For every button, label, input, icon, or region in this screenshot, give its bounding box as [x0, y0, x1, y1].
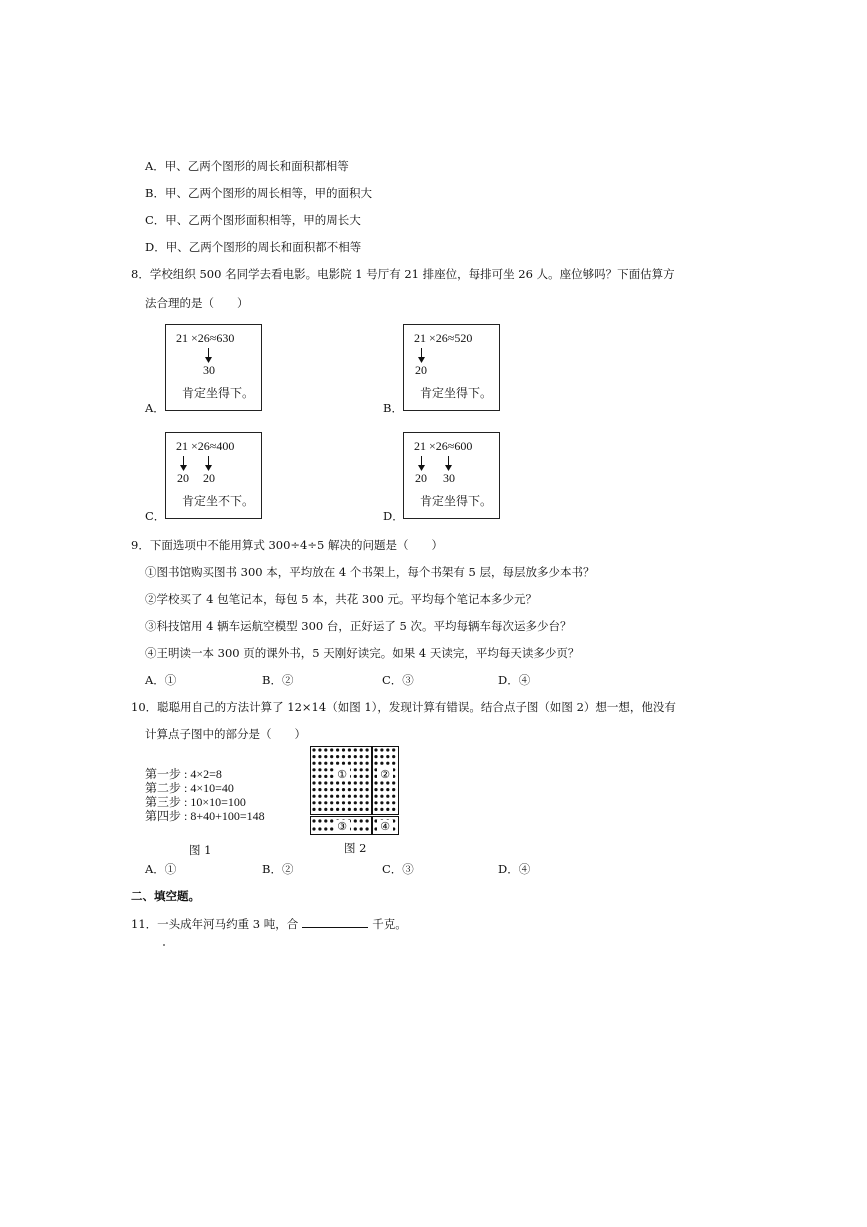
grid-dot	[342, 762, 345, 765]
grid-dot	[392, 788, 395, 791]
q10-option-b: B．②	[262, 862, 294, 876]
grid-dot	[360, 819, 363, 822]
grid-dot	[348, 762, 351, 765]
grid-dot	[366, 788, 369, 791]
q9-item-3: ③科技馆用 4 辆车运航空模型 300 台，正好运了 5 次。平均每辆车每次运多少台？	[145, 619, 572, 633]
grid-dot	[312, 775, 315, 778]
conclusion-text: 肯定坐得下。	[182, 386, 255, 400]
grid-dot	[330, 808, 333, 811]
q11-text-before: 11．一头成年河马约重 3 吨，合	[131, 917, 299, 931]
grid-dot	[318, 781, 321, 784]
q11-text-after: 千克。	[372, 917, 407, 931]
grid-dot	[324, 795, 327, 798]
grid-dot	[324, 827, 327, 830]
grid-dot	[312, 827, 315, 830]
grid-dot	[374, 762, 377, 765]
grid-dot	[354, 788, 357, 791]
grid-dot	[348, 801, 351, 804]
q10-option-c: C．③	[382, 862, 414, 876]
q7-option-a: A．甲、乙两个图形的周长和面积都相等	[145, 159, 349, 173]
grid-dot	[324, 775, 327, 778]
q10-option-a: A．①	[145, 862, 177, 876]
grid-dot	[348, 748, 351, 751]
grid-dot	[366, 781, 369, 784]
grid-dot	[318, 768, 321, 771]
grid-dot	[318, 808, 321, 811]
grid-dot	[354, 795, 357, 798]
grid-dot	[366, 819, 369, 822]
grid-dot	[318, 755, 321, 758]
grid-dot	[354, 755, 357, 758]
grid-dot	[342, 808, 345, 811]
grid-dot	[360, 755, 363, 758]
grid-dot	[380, 795, 383, 798]
grid-dot	[342, 788, 345, 791]
grid-dot	[360, 808, 363, 811]
down-arrow-icon	[204, 348, 213, 363]
step-3: 第三步 : 10×10=100	[145, 795, 246, 809]
grid-dot	[366, 801, 369, 804]
grid-dot	[360, 795, 363, 798]
grid-dot	[380, 801, 383, 804]
grid-dot	[360, 827, 363, 830]
rounded-number: 20	[415, 363, 427, 377]
down-arrow-icon	[417, 456, 426, 471]
grid-dot	[360, 781, 363, 784]
estimate-equation: 21 ×26≈520	[414, 331, 473, 345]
grid-dot	[336, 795, 339, 798]
region-2-label: ②	[380, 768, 390, 781]
region-1-label: ①	[337, 768, 347, 781]
grid-dot	[312, 801, 315, 804]
grid-dot	[392, 762, 395, 765]
grid-dot	[336, 781, 339, 784]
grid-dot	[374, 801, 377, 804]
q9-stem: 9．下面选项中不能用算式 300÷4÷5 解决的问题是（ ）	[131, 538, 443, 552]
grid-dot	[348, 755, 351, 758]
grid-dot	[342, 781, 345, 784]
grid-dot	[342, 748, 345, 751]
grid-dot	[386, 788, 389, 791]
grid-dot	[374, 781, 377, 784]
grid-dot	[318, 795, 321, 798]
grid-dot	[366, 755, 369, 758]
grid-dot	[336, 762, 339, 765]
section-2-heading: 二、填空题。	[131, 889, 200, 903]
grid-dot	[386, 781, 389, 784]
answer-blank[interactable]	[302, 915, 368, 928]
estimate-equation: 21 ×26≈600	[414, 439, 473, 453]
grid-dot	[380, 762, 383, 765]
grid-dot	[318, 748, 321, 751]
grid-dot	[374, 755, 377, 758]
grid-dot	[330, 762, 333, 765]
grid-dot	[312, 755, 315, 758]
q9-option-d: D．④	[498, 673, 531, 687]
grid-dot	[330, 781, 333, 784]
step-2: 第二步 : 4×10=40	[145, 781, 234, 795]
grid-dot	[324, 762, 327, 765]
grid-dot	[330, 827, 333, 830]
grid-dot	[324, 801, 327, 804]
grid-dot	[318, 827, 321, 830]
grid-dot	[336, 755, 339, 758]
grid-dot	[380, 781, 383, 784]
grid-dot	[366, 775, 369, 778]
grid-dot	[312, 768, 315, 771]
grid-dot	[386, 795, 389, 798]
grid-dot	[354, 801, 357, 804]
q8-option-c-box	[165, 432, 262, 519]
grid-dot	[354, 748, 357, 751]
grid-dot	[330, 775, 333, 778]
grid-dot	[312, 748, 315, 751]
q7-option-d: D．甲、乙两个图形的周长和面积都不相等	[145, 240, 362, 254]
grid-dot	[318, 762, 321, 765]
grid-dot	[318, 819, 321, 822]
grid-dot	[324, 755, 327, 758]
grid-dot	[348, 788, 351, 791]
q9-option-b: B．②	[262, 673, 294, 687]
grid-dot	[348, 795, 351, 798]
q9-item-4: ④王明读一本 300 页的课外书，5 天刚好读完。如果 4 天读完，平均每天读多少页？	[145, 646, 580, 660]
grid-dot	[374, 795, 377, 798]
grid-dot	[392, 748, 395, 751]
conclusion-text: 肯定坐不下。	[182, 494, 255, 508]
down-arrow-icon	[179, 456, 188, 471]
grid-dot	[336, 808, 339, 811]
grid-dot	[354, 775, 357, 778]
q8-option-b-box	[403, 324, 500, 411]
estimate-equation: 21 ×26≈630	[176, 331, 235, 345]
down-arrow-icon	[417, 348, 426, 363]
grid-dot	[312, 762, 315, 765]
grid-dot	[324, 819, 327, 822]
grid-dot	[312, 781, 315, 784]
grid-dot	[330, 755, 333, 758]
grid-dot	[324, 808, 327, 811]
grid-dot	[366, 748, 369, 751]
stray-mark	[163, 944, 165, 946]
grid-dot	[324, 788, 327, 791]
grid-dot	[330, 748, 333, 751]
grid-dot	[312, 819, 315, 822]
grid-dot	[380, 748, 383, 751]
grid-dot	[330, 801, 333, 804]
q9-item-2: ②学校买了 4 包笔记本，每包 5 本，共花 300 元。平均每个笔记本多少元？	[145, 592, 538, 606]
rounded-number: 20	[203, 471, 215, 485]
dot-grid-figure	[310, 746, 399, 835]
figure-2-caption: 图 2	[344, 841, 367, 855]
grid-dot	[354, 768, 357, 771]
grid-dot	[366, 795, 369, 798]
grid-dot	[366, 768, 369, 771]
grid-dot	[360, 788, 363, 791]
q9-item-1: ①图书馆购买图书 300 本，平均放在 4 个书架上，每个书架有 5 层，每层放多少本书？	[145, 565, 595, 579]
q7-option-c: C．甲、乙两个图形面积相等，甲的周长大	[145, 213, 361, 227]
q9-option-a: A．①	[145, 673, 177, 687]
q8-option-a-label: A．	[145, 401, 165, 415]
q8-option-c-label: C．	[145, 509, 166, 523]
grid-dot	[354, 819, 357, 822]
grid-dot	[336, 801, 339, 804]
grid-dot	[386, 808, 389, 811]
grid-dot	[392, 781, 395, 784]
grid-dot	[386, 748, 389, 751]
grid-dot	[360, 775, 363, 778]
down-arrow-icon	[204, 456, 213, 471]
grid-dot	[366, 762, 369, 765]
grid-dot	[342, 801, 345, 804]
grid-dot	[360, 748, 363, 751]
rounded-number: 20	[415, 471, 427, 485]
grid-dot	[380, 755, 383, 758]
figure-1-caption: 图 1	[189, 843, 212, 857]
q10-stem-line2: 计算点子图中的部分是（ ）	[145, 727, 306, 741]
grid-dot	[312, 788, 315, 791]
grid-dot	[348, 808, 351, 811]
grid-dot	[392, 795, 395, 798]
grid-dot	[360, 801, 363, 804]
grid-dot	[366, 808, 369, 811]
q8-option-d-box	[403, 432, 500, 519]
grid-dot	[386, 762, 389, 765]
estimate-equation: 21 ×26≈400	[176, 439, 235, 453]
grid-dot	[330, 788, 333, 791]
rounded-number: 30	[203, 363, 215, 377]
step-4: 第四步 : 8+40+100=148	[145, 809, 265, 823]
grid-dot	[380, 788, 383, 791]
grid-dot	[366, 827, 369, 830]
grid-dot	[354, 808, 357, 811]
grid-dot	[386, 801, 389, 804]
down-arrow-icon	[444, 456, 453, 471]
grid-dot	[348, 781, 351, 784]
grid-dot	[386, 755, 389, 758]
conclusion-text: 肯定坐得下。	[420, 494, 493, 508]
grid-dot	[392, 755, 395, 758]
grid-dot	[342, 795, 345, 798]
grid-dot	[374, 748, 377, 751]
grid-dot	[324, 781, 327, 784]
region-3-label: ③	[337, 820, 347, 833]
grid-dot	[312, 808, 315, 811]
q8-option-d-label: D．	[383, 509, 404, 523]
grid-dot	[318, 775, 321, 778]
grid-dot	[354, 827, 357, 830]
grid-dot	[330, 768, 333, 771]
grid-dot	[324, 748, 327, 751]
q9-option-c: C．③	[382, 673, 414, 687]
grid-dot	[312, 795, 315, 798]
grid-dot	[374, 808, 377, 811]
rounded-number: 30	[443, 471, 455, 485]
q8-option-a-box	[165, 324, 262, 411]
grid-dot	[392, 808, 395, 811]
grid-dot	[380, 808, 383, 811]
step-1: 第一步 : 4×2=8	[145, 767, 222, 781]
grid-dot	[354, 762, 357, 765]
grid-dot	[318, 801, 321, 804]
grid-dot	[360, 762, 363, 765]
grid-dot	[354, 781, 357, 784]
q10-option-d: D．④	[498, 862, 531, 876]
grid-dot	[342, 755, 345, 758]
q10-stem-line1: 10．聪聪用自己的方法计算了 12×14（如图 1），发现计算有错误。结合点子图（如图 2）想一想，他没有	[131, 700, 676, 714]
grid-dot	[392, 801, 395, 804]
grid-dot	[374, 788, 377, 791]
grid-dot	[330, 819, 333, 822]
q11-stem	[131, 915, 407, 932]
region-4-label: ④	[380, 820, 390, 833]
grid-dot	[324, 768, 327, 771]
grid-dot	[318, 788, 321, 791]
q8-option-b-label: B．	[383, 401, 403, 415]
grid-dot	[336, 788, 339, 791]
q8-stem-line2: 法合理的是（ ）	[145, 296, 249, 310]
q7-option-b: B．甲、乙两个图形的周长相等，甲的面积大	[145, 186, 372, 200]
grid-dot	[360, 768, 363, 771]
q8-stem-line1: 8．学校组织 500 名同学去看电影。电影院 1 号厅有 21 排座位，每排可坐 26 人。座位够吗？下面估算方	[131, 267, 675, 281]
figure-1-steps	[145, 767, 265, 823]
rounded-number: 20	[177, 471, 189, 485]
grid-dot	[330, 795, 333, 798]
conclusion-text: 肯定坐得下。	[420, 386, 493, 400]
grid-dot	[336, 748, 339, 751]
